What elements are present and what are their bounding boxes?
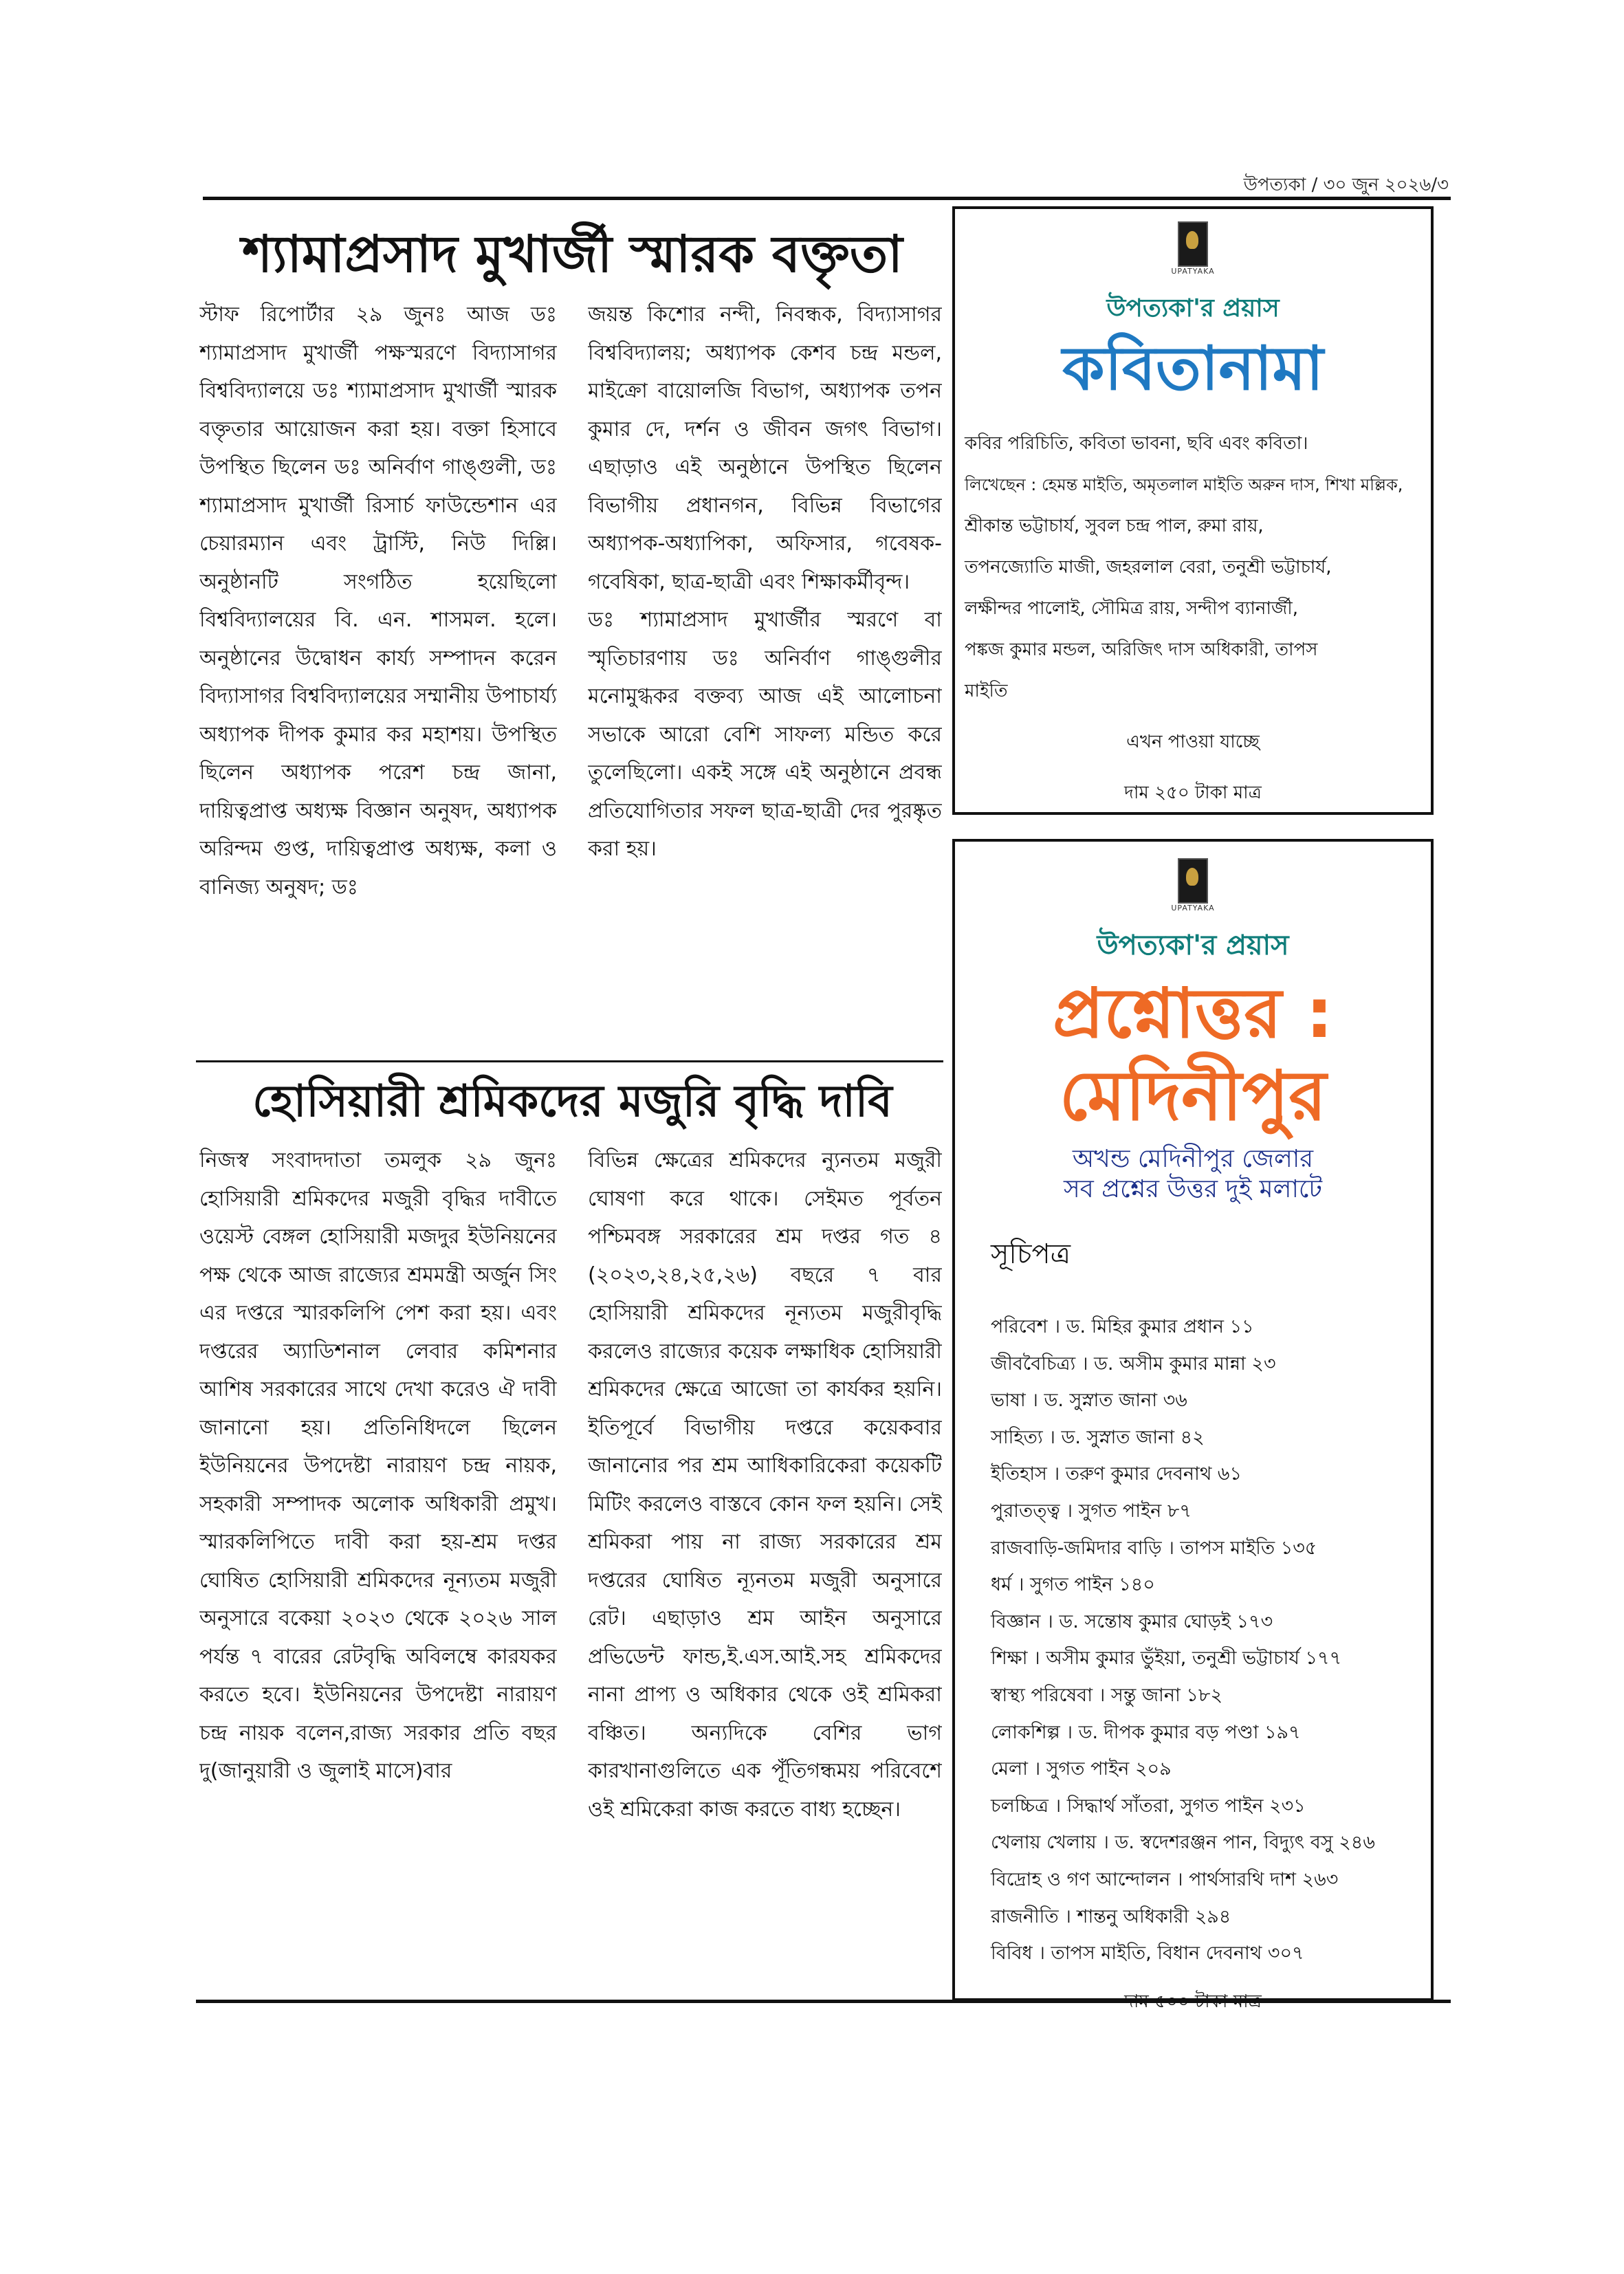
logo-caption: UPATYAKA — [1171, 267, 1215, 276]
contents-item: ধর্ম । সুগত পাইন ১৪০ — [991, 1574, 1155, 1596]
contents-item: বিবিধ । তাপস মাইতি, বিধান দেবনাথ ৩০৭ — [991, 1943, 1304, 1965]
book-title-line-1: প্রশ্নোত্তর : — [1052, 973, 1334, 1053]
article1-headline: শ্যামাপ্রসাদ মুখার্জী স্মারক বক্তৃতা — [242, 225, 903, 284]
article1-col1-para: স্টাফ রিপোর্টার ২৯ জুনঃ আজ ডঃ শ্যামাপ্রসাদ মুখার্জী পক্ষস্মরণে বিদ্যাসাগর বিশ্ববিদ্যালয়ে ডঃ শ্যামাপ্রসাদ মুখার্জী স্মারক বক্তৃতার আয়োজন করা হয়। বক্তা হিসাবে উপস্থিত ছিলেন ডঃ অনির্বাণ গাঙ্গুলী, ডঃ শ্যামাপ্রসাদ মুখার্জী রিসার্চ ফাউন্ডেশান এর চেয়ারম্যান এবং ট্রাস্টি, নিউ দিল্লি। অনুষ্ঠানটি সংগঠিত হয়েছিলো বিশ্ববিদ্যালয়ের বি. এন. শাসমল. হলে। অনুষ্ঠানের উদ্বোধন কার্য্য সম্পাদন করেন বিদ্যাসাগর বিশ্ববিদ্যালয়ের সম্মানীয় উপাচার্য্য অধ্যাপক দীপক কুমার কর মহাশয়। উপস্থিত ছিলেন অধ্যাপক পরেশ চন্দ্র জানা, দায়িত্বপ্রাপ্ত অধ্যক্ষ বিজ্ঞান অনুষদ, অধ্যাপক অরিন্দম গুপ্ত, দায়িত্বপ্রাপ্ত অধ্যক্ষ, কলা ও বানিজ্য অনুষদ; ডঃ — [199, 303, 557, 899]
contents-item: জীববৈচিত্র্য । ড. অসীম কুমার মান্না ২৩ — [991, 1353, 1276, 1375]
top-rule — [203, 197, 1451, 200]
description-line: পঙ্কজ কুমার মন্ডল, অরিজিৎ দাস অধিকারী, তাপস — [965, 639, 1318, 660]
upatyaka-logo-icon — [1178, 858, 1208, 904]
contents-item: পরিবেশ । ড. মিহির কুমার প্রধান ১১ — [991, 1316, 1254, 1337]
article-divider — [196, 1060, 943, 1062]
book-title: কবিতানামা — [1062, 333, 1324, 404]
description-line: কবির পরিচিতি, কবিতা ভাবনা, ছবি এবং কবিতা। — [965, 433, 1308, 454]
contents-item: শিক্ষা । অসীম কুমার ভুঁইয়া, তনুশ্রী ভট্টাচার্য ১৭৭ — [991, 1648, 1342, 1670]
description-line: শ্রীকান্ত ভট্টাচার্য, সুবল চন্দ্র পাল, রুমা রায়, — [965, 516, 1264, 536]
advert-tagline: উপত্যকা'র প্রয়াস — [1106, 294, 1280, 322]
article1-col2-para: ডঃ শ্যামাপ্রসাদ মুখার্জীর স্মরণে বা স্মৃতিচারণায় ডঃ অনির্বাণ গাঙ্গুলীর মনোমুগ্ধকর বক্তব্য আজ এই আলোচনা সভাকে আরো বেশি সাফল্য মন্ডিত করে তুলেছিলো। একই সঙ্গে এই অনুষ্ঠানে প্রবন্ধ প্রতিযোগিতার সফল ছাত্র-ছাত্রী দের পুরষ্কৃত করা হয়। — [588, 608, 942, 861]
book-title-line-2: মেদিনীপুর — [1059, 1056, 1327, 1136]
contents-list — [991, 1309, 1431, 1972]
description-line: তপনজ্যোতি মাজী, জহরলাল বেরা, তনুশ্রী ভট্টাচার্য, — [965, 557, 1332, 578]
contents-item: চলচ্চিত্র । সিদ্ধার্থ সাঁতরা, সুগত পাইন ২৩১ — [991, 1795, 1306, 1817]
article2-headline: হোসিয়ারী শ্রমিকদের মজুরি বৃদ্ধি দাবি — [252, 1076, 892, 1127]
logo-caption: UPATYAKA — [1171, 904, 1215, 912]
book-subtitle-line-2: সব প্রশ্নের উত্তর দুই মলাটে — [1064, 1175, 1322, 1203]
contents-item: মেলা । সুগত পাইন ২০৯ — [991, 1758, 1172, 1780]
contents-item: স্বাস্থ্য পরিষেবা । সন্তু জানা ১৮২ — [991, 1684, 1222, 1706]
price-label: দাম ২৫০ টাকা মাত্র — [1124, 783, 1262, 803]
book-subtitle-line-1: অখন্ড মেদিনীপুর জেলার — [1072, 1145, 1314, 1173]
kabitanama-advert — [952, 206, 1434, 815]
contents-item: ভাষা । ড. সুস্নাত জানা ৩৬ — [991, 1390, 1187, 1412]
description-line: লক্ষীন্দর পালোই, সৌমিত্র রায়, সন্দীপ ব্যানার্জী, — [965, 598, 1298, 619]
contents-item: লোকশিল্প । ড. দীপক কুমার বড় পণ্ডা ১৯৭ — [991, 1721, 1301, 1743]
contents-item: সাহিত্য । ড. সুস্নাত জানা ৪২ — [991, 1426, 1205, 1448]
page-folio: উপত্যকা / ৩০ জুন ২০২৬/৩ — [1243, 175, 1449, 195]
article2-col1-para: নিজস্ব সংবাদদাতা তমলুক ২৯ জুনঃ হোসিয়ারী শ্রমিকদের মজুরী বৃদ্ধির দাবীতে ওয়েস্ট বেঙ্গল হোসিয়ারী মজদুর ইউনিয়নের পক্ষ থেকে আজ রাজ্যের শ্রমমন্ত্রী অর্জুন সিং এর দপ্তরে স্মারকলিপি পেশ করা হয়। এবং দপ্তরের অ্যাডিশনাল লেবার কমিশনার আশিষ সরকারের সাথে দেখা করেও ঐ দাবী জানানো হয়। প্রতিনিধিদলে ছিলেন ইউনিয়নের উপদেষ্টা নারায়ণ চন্দ্র নায়ক, সহকারী সম্পাদক অলোক অধিকারী প্রমুখ। স্মারকলিপিতে দাবী করা হয়-শ্রম দপ্তর ঘোষিত হোসিয়ারী শ্রমিকদের নূন্যতম মজুরী অনুসারে বকেয়া ২০২৩ থেকে ২০২৬ সাল পর্যন্ত ৭ বারের রেটবৃদ্ধি অবিলম্বে কারযকর করতে হবে। ইউনিয়নের উপদেষ্টা নারায়ণ চন্দ্র নায়ক বলেন,রাজ্য সরকার প্রতি বছর দু(জানুয়ারী ও জুলাই মাসে)বার — [199, 1148, 557, 1783]
publisher-logo — [955, 858, 1431, 912]
contents-heading: সূচিপত্র — [991, 1238, 1071, 1270]
article2-col2-para: বিভিন্ন ক্ষেত্রের শ্রমিকদের ন্যুনতম মজুরী ঘোষণা করে থাকে। সেইমত পূর্বতন পশ্চিমবঙ্গ সরকারের শ্রম দপ্তর গত ৪ (২০২৩,২৪,২৫,২৬) বছরে ৭ বার হোসিয়ারী শ্রমিকদের নূন্যতম মজুরীবৃদ্ধি করলেও রাজ্যের কয়েক লক্ষাধিক হোসিয়ারী শ্রমিকদের ক্ষেত্রে আজো তা কার্যকর হয়নি। ইতিপূর্বে বিভাগীয় দপ্তরে কয়েকবার জানানোর পর শ্রম আধিকারিকেরা কয়েকটি মিটিং করলেও বাস্তবে কোন ফল হয়নি। সেই শ্রমিকরা পায় না রাজ্য সরকারের শ্রম দপ্তরের ঘোষিত ন্যূনতম মজুরী অনুসারে রেট। এছাড়াও শ্রম আইন অনুসারে প্রভিডেন্ট ফান্ড,ই.এস.আই.সহ শ্রমিকদের নানা প্রাপ্য ও অধিকার থেকে ওই শ্রমিকরা বঞ্চিত। অন্যদিকে বেশির ভাগ কারখানাগুলিতে এক পূঁতিগন্ধময় পরিবেশে ওই শ্রমিকেরা কাজ করতে বাধ্য হচ্ছেন। — [588, 1148, 942, 1822]
article1-column-1 — [199, 296, 557, 1052]
contents-item: রাজনীতি । শান্তনু অধিকারী ২৯৪ — [991, 1905, 1231, 1927]
availability-note: এখন পাওয়া যাচ্ছে — [1126, 732, 1260, 752]
publisher-logo — [955, 221, 1431, 276]
contents-item: খেলায় খেলায় । ড. স্বদেশরঞ্জন পান, বিদ্যুৎ বসু ২৪৬ — [991, 1832, 1375, 1854]
upatyaka-logo-icon — [1178, 221, 1208, 267]
article2-column-2 — [588, 1141, 942, 1994]
contents-item: বিদ্রোহ ও গণ আন্দোলন । পার্থসারথি দাশ ২৬৩ — [991, 1868, 1339, 1890]
prashnottar-advert — [952, 839, 1434, 2012]
price-label: দাম ৫০০ টাকা মাত্র — [1124, 1991, 1262, 2012]
description-line: লিখেছেন : হেমন্ত মাইতি, অমৃতলাল মাইতি অরুন দাস, শিখা মল্লিক, — [965, 475, 1403, 494]
description-line: মাইতি — [965, 681, 1008, 701]
article2-column-1 — [199, 1141, 557, 1994]
article1-col2-para: জয়ন্ত কিশোর নন্দী, নিবন্ধক, বিদ্যাসাগর বিশ্ববিদ্যালয়; অধ্যাপক কেশব চন্দ্র মন্ডল, মাইক্রো বায়োলজি বিভাগ, অধ্যাপক তপন কুমার দে, দর্শন ও জীবন জগৎ বিভাগ। এছাড়াও এই অনুষ্ঠানে উপস্থিত ছিলেন বিভাগীয় প্রধানগন, বিভিন্ন বিভাগের অধ্যাপক-অধ্যাপিকা, অফিসার, গবেষক-গবেষিকা, ছাত্র-ছাত্রী এবং শিক্ষাকর্মীবৃন্দ। — [588, 303, 942, 594]
advert-tagline: উপত্যকা'র প্রয়াস — [1097, 930, 1289, 961]
book-description — [955, 406, 1431, 712]
contents-item: ইতিহাস । তরুণ কুমার দেবনাথ ৬১ — [991, 1463, 1242, 1485]
article1-column-2 — [588, 296, 942, 1059]
contents-item: পুরাতত্ত্ব । সুগত পাইন ৮৭ — [991, 1500, 1192, 1522]
contents-item: রাজবাড়ি-জমিদার বাড়ি । তাপস মাইতি ১৩৫ — [991, 1537, 1317, 1559]
contents-item: বিজ্ঞান । ড. সন্তোষ কুমার ঘোড়ই ১৭৩ — [991, 1610, 1273, 1632]
